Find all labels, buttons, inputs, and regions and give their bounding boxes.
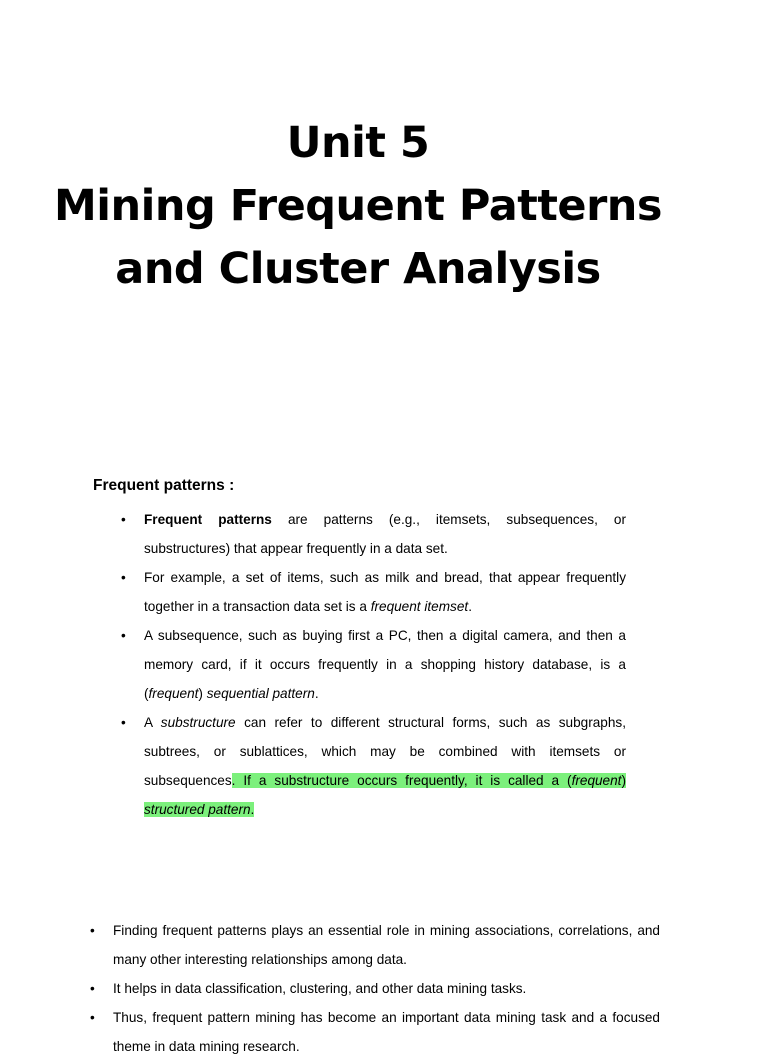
title-line-2: Mining Frequent Patterns [54,181,662,231]
list-item: • Finding frequent patterns plays an essential role in mining associations, correlations, and many other interesting relationships among data. [90,916,660,974]
highlighted-text: . If a substructure occurs frequently, it is called a (frequent) structured pattern. [144,773,626,817]
frequent-patterns-list [121,505,626,824]
title-line-1: Unit 5 [286,118,430,168]
title-line-3: and Cluster Analysis [115,244,601,294]
list-item: • A subsequence, such as buying first a PC, then a digital camera, and then a memory card, if it occurs frequently in a shopping history database, is a (frequent) sequential pattern. [121,621,626,708]
list-item: • For example, a set of items, such as milk and bread, that appear frequently together in a transaction data set is a frequent itemset. [121,563,626,621]
bottom-bullet-list [90,916,660,1061]
list-item: • It helps in data classification, clustering, and other data mining tasks. [90,974,660,1003]
page-title [0,112,716,301]
list-item: • A substructure can refer to different structural forms, such as subgraphs, subtrees, or sublattices, which may be combined with itemsets or subsequences. If a substructure occurs frequently, it is called a (frequent) structured pattern. [121,708,626,824]
list-item: • Thus, frequent pattern mining has become an important data mining task and a focused theme in data mining research. [90,1003,660,1061]
section-heading: Frequent patterns : [93,477,235,494]
list-item: • Frequent patterns are patterns (e.g., itemsets, subsequences, or substructures) that appear frequently in a data set. [121,505,626,563]
